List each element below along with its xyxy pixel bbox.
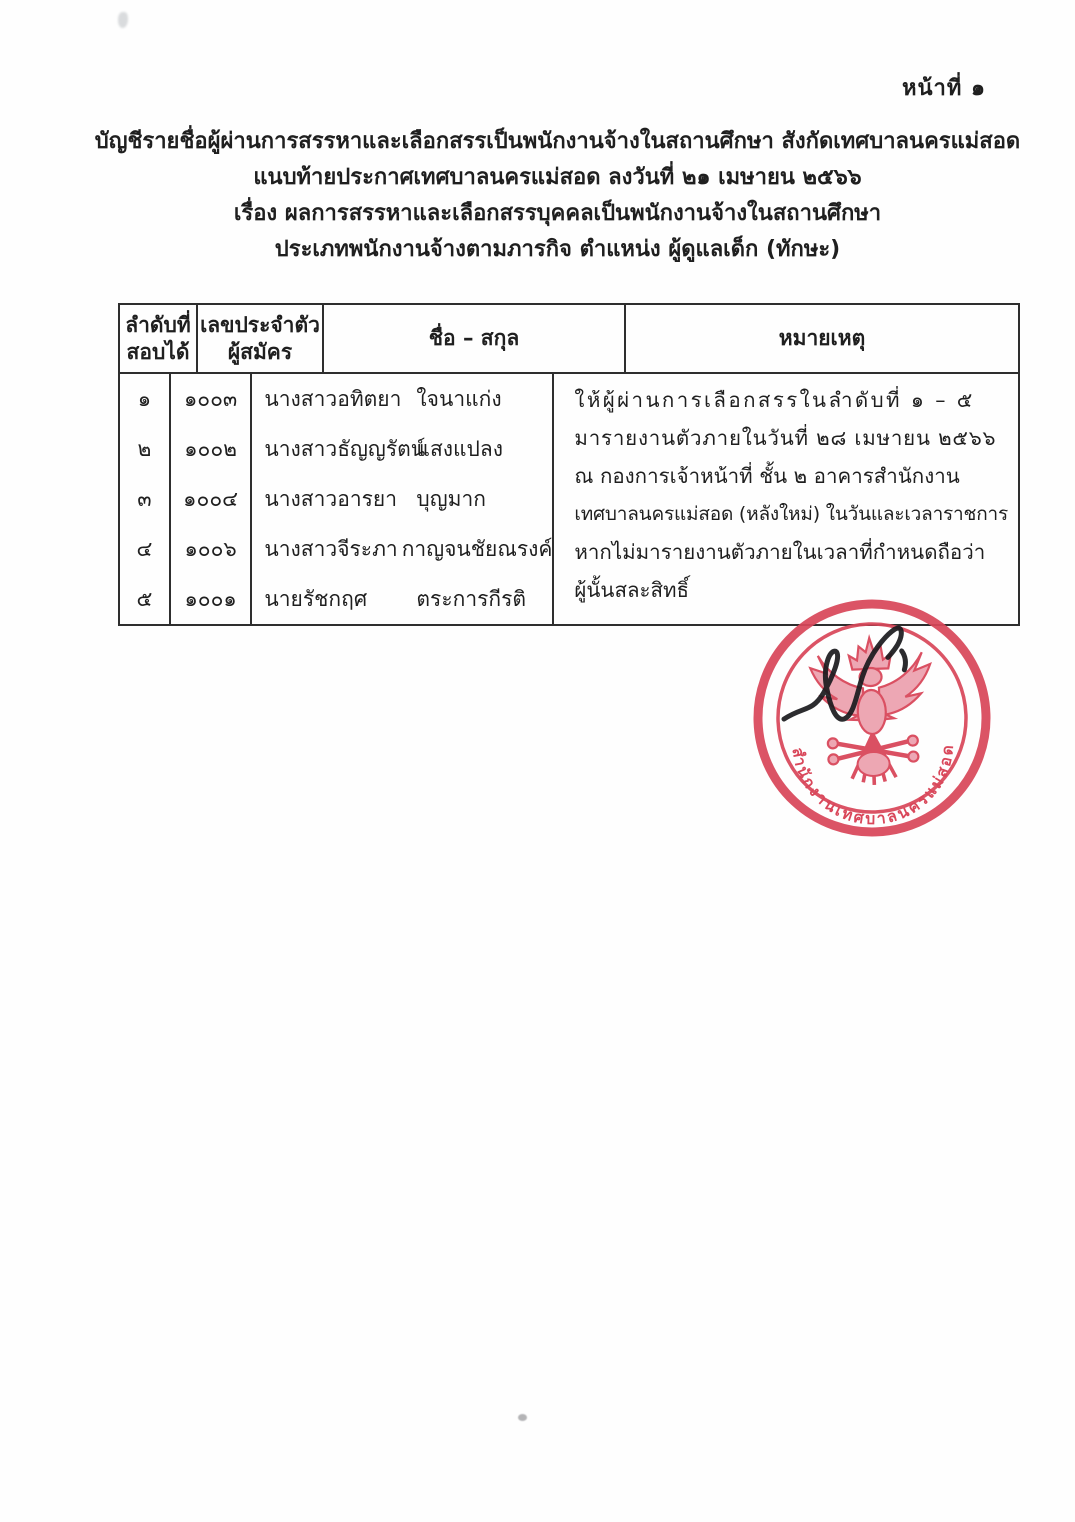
- table-row: [252, 574, 552, 624]
- remark-line: ให้ผู้ผ่านการเลือกสรรในลำดับที่ ๑ – ๕: [574, 388, 975, 412]
- last-name: บุญมาก: [416, 486, 486, 511]
- official-seal-stamp: [742, 588, 1003, 849]
- last-name: ใจนาแก่ง: [416, 387, 502, 412]
- first-name: นางสาวจีระภา: [264, 536, 398, 561]
- first-name: นางสาวอทิตยา: [264, 387, 402, 412]
- first-name: นายรัชกฤศ: [264, 586, 368, 611]
- table-row: [252, 524, 552, 574]
- title-line-1: บัญชีรายชื่อผู้ผ่านการสรรหาและเลือกสรรเป็นพนักงานจ้างในสถานศึกษา สังกัดเทศบาลนครแม่สอด: [94, 129, 1021, 154]
- header-rank-line2: สอบได้: [126, 339, 190, 364]
- rank-value: ๔: [136, 536, 153, 561]
- title-line-3: เรื่อง ผลการสรรหาและเลือกสรรบุคคลเป็นพนักงานจ้างในสถานศึกษา: [233, 201, 882, 226]
- remark-text: [554, 374, 1018, 609]
- remark-line: มารายงานตัวภายในวันที่ ๒๘ เมษายน ๒๕๖๖: [574, 426, 997, 450]
- first-name: นางสาวธัญญรัตน์: [264, 437, 426, 462]
- table-row: [252, 425, 552, 475]
- scan-smudge: [118, 12, 128, 28]
- header-name-label: ชื่อ – สกุล: [428, 326, 520, 350]
- table-header-row: [120, 305, 1018, 374]
- header-remark: [626, 305, 1018, 372]
- table-row: [252, 475, 552, 525]
- table-body: [120, 374, 1018, 624]
- header-applicant-id: [198, 305, 324, 372]
- title-line-2: แนบท้ายประกาศเทศบาลนครแม่สอด ลงวันที่ ๒๑ เมษายน ๒๕๖๖: [253, 165, 862, 190]
- column-name: [252, 374, 554, 624]
- first-name: นางสาวอารยา: [264, 486, 397, 511]
- results-table: [118, 303, 1020, 626]
- header-remark-label: หมายเหตุ: [778, 326, 866, 350]
- header-id-line2: ผู้สมัคร: [227, 339, 293, 364]
- rank-value: ๒: [137, 437, 152, 462]
- remark-line: ณ กองการเจ้าหน้าที่ ชั้น ๒ อาคารสำนักงาน: [574, 464, 960, 488]
- applicant-id-value: ๑๐๐๒: [184, 437, 237, 462]
- applicant-id-value: ๑๐๐๔: [183, 486, 239, 511]
- last-name: ตระการกีรติ: [416, 586, 527, 611]
- page-number: หน้าที่ ๑: [902, 76, 987, 101]
- table-row: [252, 375, 552, 425]
- remark-line: หากไม่มารายงานตัวภายในเวลาที่กำหนดถือว่า: [574, 540, 986, 564]
- column-applicant-id: [171, 374, 253, 624]
- scan-dot: [518, 1414, 527, 1421]
- rank-value: ๓: [137, 486, 152, 511]
- rank-value: ๕: [136, 586, 153, 611]
- title-line-4: ประเภทพนักงานจ้างตามภารกิจ ตำแหน่ง ผู้ดูแลเด็ก (ทักษะ): [274, 237, 841, 262]
- header-name: [324, 305, 626, 372]
- last-name: กาญจนชัยณรงค์: [401, 536, 553, 561]
- applicant-id-value: ๑๐๐๓: [183, 387, 238, 412]
- rank-value: ๑: [137, 387, 152, 412]
- header-rank-line1: ลำดับที่: [125, 312, 191, 337]
- document-title: [40, 124, 1075, 268]
- header-rank: [120, 305, 198, 372]
- column-rank: [120, 374, 171, 624]
- header-id-line1: เลขประจำตัว: [200, 312, 320, 337]
- last-name: แสงแปลง: [416, 437, 504, 462]
- applicant-id-value: ๑๐๐๑: [184, 586, 237, 611]
- applicant-id-value: ๑๐๐๖: [184, 536, 237, 561]
- seal-curved-text: สำนักงานเทศบาลนครแม่สอด: [788, 742, 958, 829]
- remark-line: ผู้นั้นสละสิทธิ์: [574, 578, 690, 602]
- remark-line: เทศบาลนครแม่สอด (หลังใหม่) ในวันและเวลาราชการ: [574, 503, 1008, 525]
- column-remark: [554, 374, 1018, 624]
